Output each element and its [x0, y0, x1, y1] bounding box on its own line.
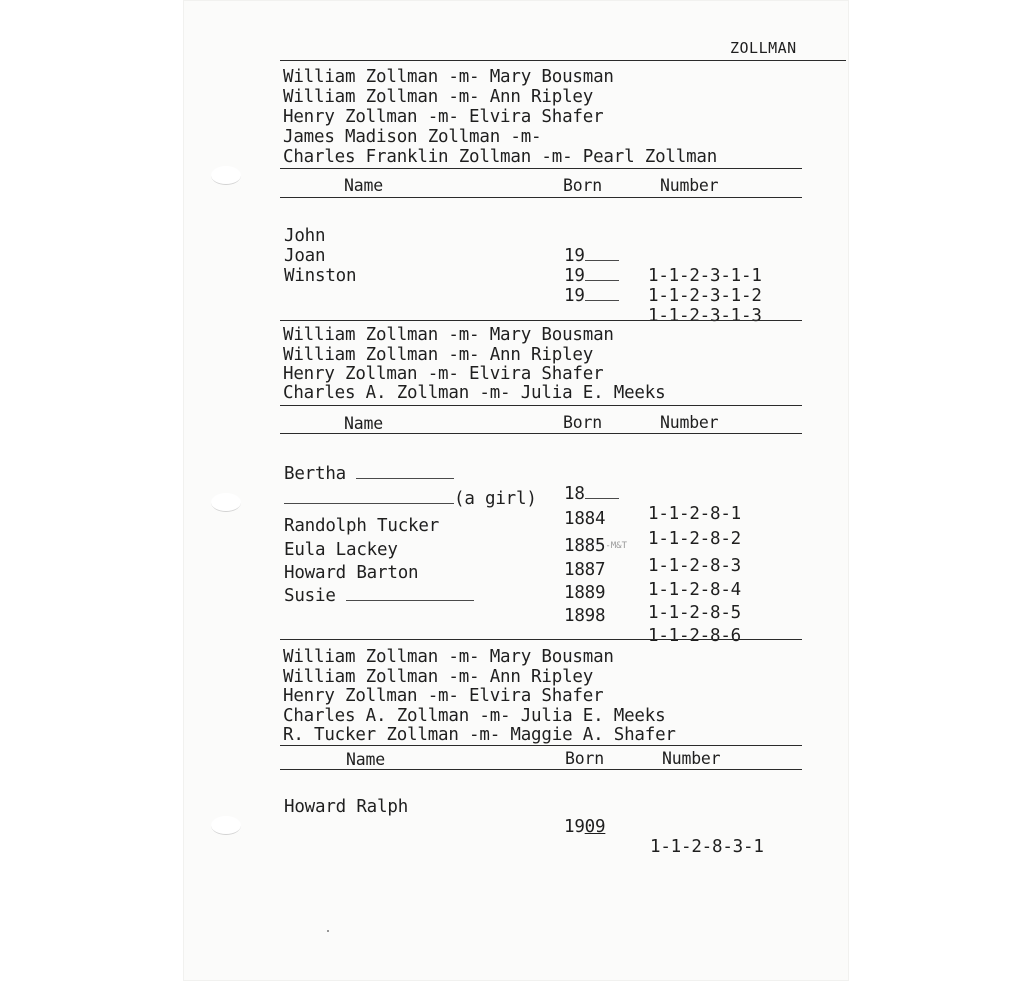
- header-rule: [280, 433, 802, 434]
- ancestor-line: William Zollman -m- Ann Ripley: [283, 87, 594, 107]
- child-number: 1-1-2-3-1-2: [648, 286, 762, 306]
- ancestor-line: Charles A. Zollman -m- Julia E. Meeks: [283, 383, 666, 403]
- child-number: 1-1-2-8-3: [648, 556, 742, 576]
- header-rule: [280, 197, 802, 198]
- child-number: 1-1-2-8-4: [648, 580, 742, 600]
- child-row: [0, 777, 1024, 857]
- ancestor-rule: [280, 168, 802, 169]
- child-number: 1-1-2-8-6: [648, 626, 742, 646]
- ancestor-line: William Zollman -m- Mary Bousman: [283, 647, 614, 667]
- section-rule: [280, 320, 802, 321]
- paper-speck: [327, 930, 329, 932]
- child-name: Joan: [284, 246, 326, 266]
- child-born: 1885-M&T: [564, 536, 628, 556]
- born-column-header: Born: [565, 749, 604, 768]
- child-number: 1-1-2-3-1-3: [648, 306, 762, 326]
- child-name: (a girl): [284, 489, 537, 509]
- child-number: 1-1-2-3-1-1: [648, 266, 762, 286]
- header-rule: [280, 769, 802, 770]
- child-born: 18: [564, 484, 619, 504]
- ancestor-line: Charles A. Zollman -m- Julia E. Meeks: [283, 706, 666, 726]
- punch-hole-bottom: [211, 816, 241, 835]
- child-name: Susie: [284, 586, 474, 606]
- child-born: 19: [564, 246, 619, 266]
- name-column-header: Name: [344, 414, 383, 433]
- ancestor-line: R. Tucker Zollman -m- Maggie A. Shafer: [283, 725, 676, 745]
- child-born: 19: [564, 286, 619, 306]
- ancestor-line: William Zollman -m- Mary Bousman: [283, 325, 614, 345]
- child-born: 1889: [564, 583, 606, 603]
- ancestor-line: William Zollman -m- Ann Ripley: [283, 345, 594, 365]
- child-born: 1909: [564, 817, 606, 837]
- born-column-header: Born: [563, 176, 602, 195]
- child-born: 1884: [564, 509, 606, 529]
- child-number: 1-1-2-8-2: [648, 529, 742, 549]
- born-column-header: Born: [563, 413, 602, 432]
- ancestor-rule: [280, 745, 802, 746]
- ancestor-line: William Zollman -m- Ann Ripley: [283, 667, 594, 687]
- header-rule: [280, 60, 846, 61]
- child-name: Howard Barton: [284, 563, 419, 583]
- section-rule: [280, 639, 802, 640]
- punch-hole-top: [211, 166, 241, 185]
- child-name: Eula Lackey: [284, 540, 398, 560]
- number-column-header: Number: [660, 176, 719, 195]
- ancestor-line: William Zollman -m- Mary Bousman: [283, 67, 614, 87]
- child-name: Bertha: [284, 464, 454, 484]
- ancestor-line: Charles Franklin Zollman -m- Pearl Zollman: [283, 147, 718, 167]
- number-column-header: Number: [660, 413, 719, 432]
- number-column-header: Number: [662, 749, 721, 768]
- name-column-header: Name: [344, 176, 383, 195]
- child-name: Howard Ralph: [284, 797, 409, 817]
- ancestor-line: Henry Zollman -m- Elvira Shafer: [283, 364, 604, 384]
- child-number: 1-1-2-8-3-1: [650, 837, 764, 857]
- ancestor-line: Henry Zollman -m- Elvira Shafer: [283, 107, 604, 127]
- child-born: 1887: [564, 560, 606, 580]
- child-number: 1-1-2-8-5: [648, 603, 742, 623]
- child-born: 1898: [564, 606, 606, 626]
- child-number: 1-1-2-8-1: [648, 504, 742, 524]
- child-name: Winston: [284, 266, 357, 286]
- child-name: John: [284, 226, 326, 246]
- child-born: 19: [564, 266, 619, 286]
- ancestor-line: James Madison Zollman -m-: [283, 127, 542, 147]
- family-surname: ZOLLMAN: [730, 39, 797, 57]
- born-annotation: -M&T: [605, 541, 628, 551]
- ancestor-rule: [280, 405, 802, 406]
- ancestor-line: Henry Zollman -m- Elvira Shafer: [283, 686, 604, 706]
- name-column-header: Name: [346, 750, 385, 769]
- child-name: Randolph Tucker: [284, 516, 440, 536]
